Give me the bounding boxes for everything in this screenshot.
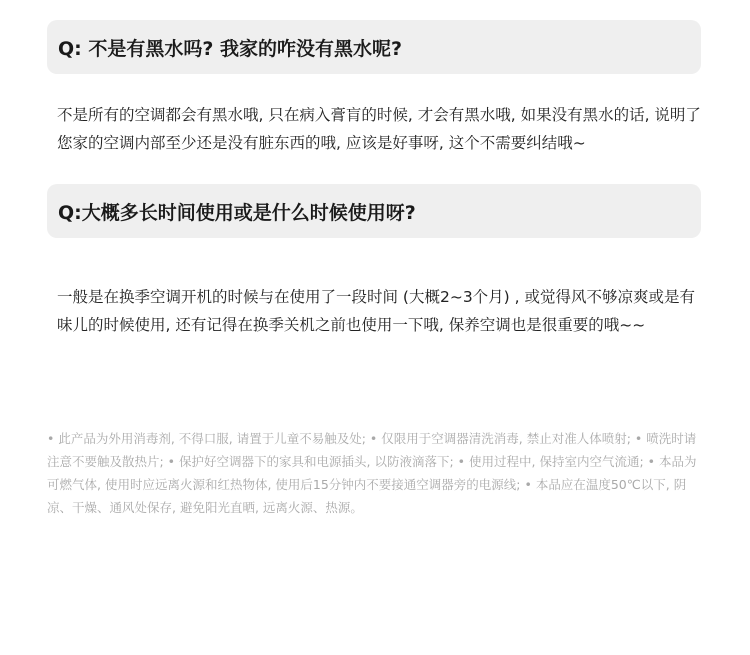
faq-answer-2: 一般是在换季空调开机的时候与在使用了一段时间 (大概2~3个月) , 或觉得风不够凉爽或是有味儿的时候使用, 还有记得在换季关机之前也使用一下哦, 保养空调也是很重要的哦~~ (57, 288, 696, 334)
faq-question-2: Q:大概多长时间使用或是什么时候使用呀? (47, 184, 701, 238)
faq-answer-1: 不是所有的空调都会有黑水哦, 只在病入膏肓的时候, 才会有黑水哦, 如果没有黑水的话, 说明了您家的空调内部至少还是没有脏东西的哦, 应该是好事呀, 这个不需要纠结哦~ (57, 106, 701, 152)
faq-question-1: Q: 不是有黑水吗? 我家的咋没有黑水呢? (47, 20, 701, 74)
usage-notes: • 此产品为外用消毒剂, 不得口服, 请置于儿童不易触及处; • 仅限用于空调器清洗消毒, 禁止对准人体喷射; • 喷洗时请注意不要触及散热片; • 保护好空调器下的家具和电源插头, 以防液滴落下; • 使用过程中, 保持室内空气流通; • 本品为可燃气体, 使用时应远离火源和红热物体, 使用后15分钟内不要接通空调器旁的电源线; • 本品应在温度50℃以下, 阴凉、干燥、通风处保存, 避免阳光直晒, 远离火源、热源。 (47, 431, 697, 515)
